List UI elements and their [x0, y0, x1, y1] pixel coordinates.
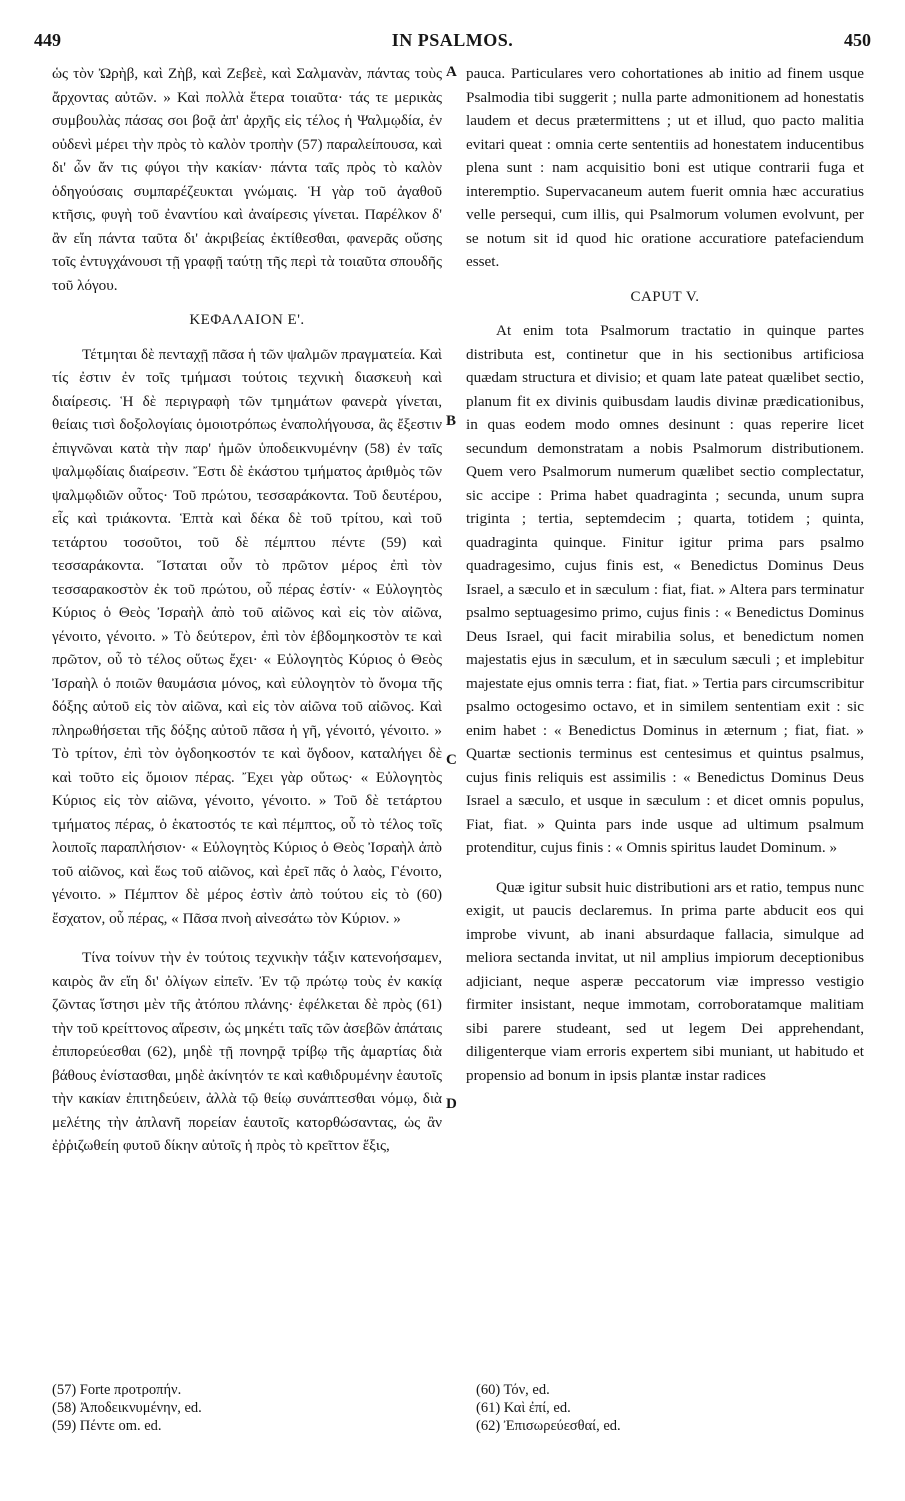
greek-column — [52, 62, 442, 1158]
running-title: IN PSALMOS. — [391, 30, 514, 50]
page-header — [30, 30, 875, 54]
greek-chapter-heading: ΚΕΦΑΛΑΙΟΝ Ε'. — [189, 312, 305, 328]
footnote: (61) Καὶ ἐπί, ed. — [476, 1400, 571, 1416]
footnote: (58) Ἀποδεικνυμένην, ed. — [52, 1400, 202, 1416]
margin-letter-c: C — [446, 752, 457, 768]
left-page-number: 449 — [34, 30, 61, 50]
footnote: (60) Τόν, ed. — [476, 1382, 550, 1398]
greek-paragraph-2: Τίνα τοίνυν τὴν ἐν τούτοις τεχνικὴν τάξιν κατενοήσαμεν, καιρὸς ἂν εἴη δι' ὀλίγων εἰπεῖν. Ἐν τῷ πρώτῳ τοὺς ἐν κακίᾳ ζῶντας ἵστησι μὲν τῆς ἀτόπου πλάνης· ἐφέλκεται δὲ πρὸς (61) τὴν τοῦ κρείττονος αἵρεσιν, ὡς μηκέτι ταῖς τῶν ἀσεβῶν ἀπάταις ἐπιπορεύεσθαι (62), μηδὲ τῇ πονηρᾷ τρίβῳ τῆς ἁμαρτίας διὰ βάθους ἐνίστασθαι, μηδὲ ἀκίνητόν τε καὶ καθιδρυμένην ἑαυτοῖς τὴν κακίαν ἐπιτηδεύειν, ἀλλὰ τῷ θείῳ συνάπτεσθαι νόμῳ, διὰ μελέτης τὴν ἀπλανῆ πορείαν ἑαυτοῖς κατορθώσαντας, ὡς ἂν ἐῤῥιζωθείη φυτοῦ δίκην αὐτοῖς ἡ πρὸς τὸ κρεῖττον ἕξις, — [52, 949, 442, 1154]
right-page-number: 450 — [844, 30, 871, 50]
margin-letter-b: B — [446, 413, 457, 429]
greek-intro-paragraph: ὡς τὸν Ὠρὴβ, καὶ Ζὴβ, καὶ Ζεβεὲ, καὶ Σαλμανὰν, πάντας τοὺς ἄρχοντας αὐτῶν. » Καὶ πολλὰ ἕτερα τοιαῦτα· τάς τε μερικὰς συμβουλὰς πάσας σοι βοᾷ ἀπ' ἀρχῆς εἰς τέλος ἡ Ψαλμῳδία, ἐν οὐδενὶ μέρει τὴν πρὸς τὸ καλὸν τροπὴν (57) παραλείπουσα, καὶ δι' ὧν ἄν τις φύγοι τὴν κακίαν· πάντα ταῖς πρὸς τὸ καλὸν ὁδηγούσαις συμπαρέζευκται γνώμαις. Ἡ γὰρ τοῦ ἀγαθοῦ κτῆσις, φυγὴ τοῦ ἐναντίου καὶ ἀναίρεσις γίνεται. Παρέλκον δ' ἂν εἴη πάντα ταῦτα δι' ἀκριβείας ἐκτίθεσθαι, φανερᾶς οὔσης τοῖς ἐντυγχάνουσι τῇ γραφῇ ταύτῃ τῆς περὶ τὰ τοιαῦτα σπουδῆς τοῦ λόγου. — [52, 65, 442, 294]
footnote: (57) Forte προτροπήν. — [52, 1382, 182, 1398]
latin-chapter-heading: CAPUT V. — [630, 288, 700, 305]
footnotes-right — [476, 1381, 866, 1435]
latin-column — [466, 62, 864, 1087]
footnote: (59) Πέντε om. ed. — [52, 1418, 162, 1434]
margin-letter-d: D — [446, 1096, 457, 1112]
latin-paragraph-2: Quæ igitur subsit huic distributioni ars et ratio, tempus nunc exigit, ut paucis declaremus. In prima parte abducit eos qui improbe vivunt, ab inani absurdaque fallacia, simulque ad meliora sectanda invitat, ut nil amplius impiorum deceptionibus adjiciant, neque asperæ peccatorum viæ impresso vestigio firmiter insistant, neque immotam, corroboratamque malitiam sibi parere studeant, sed ut legem Dei apprehendant, diligenterque viam erroris expertem sibi muniant, ut habitudo et propensio ad bonum in ipsis plantæ instar radices — [466, 878, 864, 1084]
margin-letter-a: A — [446, 64, 457, 80]
latin-paragraph-1: At enim tota Psalmorum tractatio in quinque partes distributa est, continetur que in his sectionibus artificiosa quædam structura et divisio; et quam late pateat quælibet sectio, planum fit ex divinis quibusdam laudis divinæ prædicationibus, in quas eodem modo omnes desinunt : quas reperire licet secundum demonstratam a nobis Psalmorum distributionem. Quem vero Psalmorum numerum quælibet sectio complectatur, sic accipe : Prima habet quadraginta ; secunda, unum supra triginta ; tertia, septemdecim ; quarta, totidem ; quinta, quadraginta quinque. Finitur igitur prima pars psalmo quadragesimo, cujus finis est, « Benedictus Dominus Deus Israel, a sæculo et in sæculum : fiat, fiat. » Altera pars terminatur psalmo septuagesimo primo, cujus finis : « Benedictus Dominus Deus Israel, qui facit mirabilia solus, et benedictum nomen majestatis ejus in sæculum, et in sæculum sæculi ; et implebitur majestate ejus omnis terra : fiat, fiat. » Tertia pars circumscribitur psalmo octogesimo octavo, et in similem sententiam exit : sic enim habet : « Benedictus Dominus in æternum ; fiat, fiat. » Quartæ sectionis terminus est centesimus et quintus psalmus, cujus finis reliquis est assimilis : « Benedictus Dominus Deus Israel a sæculo, et usque in sæculum : et dicet omnis populus, Fiat, fiat. » Quinta pars inde usque ad ultimum psalmum protenditur, cujus finis : « Omnis spiritus laudet Dominum. » — [466, 322, 864, 856]
latin-intro-paragraph: pauca. Particulares vero cohortationes ab initio ad finem usque Psalmodia tibi suggerit ; nulla parte admonitionem ad honestatis laudem et decus prætermittens ; ut et illud, quo pacto malitia evitari queat : omnia certe sententiis ad honestatem inducentibus plena sunt : nam acquisitio boni est utique contrarii fuga et interemptio. Supervacaneum autem fuerit omnia hæc accuratius velle persequi, cum illis, qui Psalmorum volumen evolvunt, per se notum sit id quod hic oratione accuratiore patefaciendum esset. — [466, 65, 864, 270]
greek-paragraph-1: Τέτμηται δὲ πενταχῇ πᾶσα ἡ τῶν ψαλμῶν πραγματεία. Καὶ τίς ἐστιν ἐν τοῖς τμήμασι τούτοις τεχνικὴ διασκευὴ καὶ διαίρεσις. Ἡ δὲ περιγραφὴ τῶν τμημάτων φανερὰ γίνεται, θείαις τισὶ δοξολογίαις ὁμοιοτρόπως ἐναπολήγουσα, ἃς ἔξεστιν ἐπιγνῶναι κατὰ τὴν παρ' ἡμῶν ὑποδεικνυμένην (58) ἐν ταῖς ψαλμῳδίαις διαίρεσιν. Ἔστι δὲ ἑκάστου τμήματος ἀριθμὸς τῶν ψαλμῳδιῶν οὗτος· Τοῦ πρώτου, τεσσαράκοντα. Τοῦ δευτέρου, εἷς καὶ τριάκοντα. Ἑπτὰ καὶ δέκα δὲ τοῦ τρίτου, καὶ τοῦ τετάρτου τοσοῦτοι, τοῦ δὲ πέμπτου πέντε (59) καὶ τεσσαράκοντα. Ἵσταται οὖν τὸ πρῶτον μέρος ἐπὶ τὸν τεσσαρακοστὸν ἐκ τοῦ πρώτου, οὗ πέρας ἐστίν· « Εὐλογητὸς Κύριος ὁ Θεὸς Ἰσραὴλ ἀπὸ τοῦ αἰῶνος καὶ εἰς τὸν αἰῶνα, γένοιτο, γένοιτο. » Τὸ δεύτερον, ἐπὶ τὸν ἑβδομηκοστὸν τε καὶ πρῶτον, οὗ τὸ τέλος οὕτως ἔχει· « Εὐλογητὸς Κύριος ὁ Θεὸς Ἰσραὴλ ὁ ποιῶν θαυμάσια μόνος, καὶ εὐλογητὸν τὸ ὄνομα τῆς δόξης αὐτοῦ εἰς τὸν αἰῶνα, καὶ εἰς τὸν αἰῶνα τοῦ αἰῶνος. Καὶ πληρωθήσεται τῆς δόξης αὐτοῦ πᾶσα ἡ γῆ, γένοιτό, γένοιτο. » Τὸ τρίτον, ἐπὶ τὸν ὀγδοηκοστόν τε καὶ ὄγδοον, καταλήγει δὲ καὶ τοῦτο εἰς ὅμοιον πέρας. Ἔχει γὰρ οὕτως· « Εὐλογητὸς Κύριος εἰς τὸν αἰῶνα, γένοιτο, γένοιτο. » Τοῦ δὲ τετάρτου τμήματος πέρας, ὁ ἑκατοστός τε καὶ πέμπτος, οὗ τὸ τέλος τοῖς λοιποῖς παραπλήσιον· « Εὐλογητὸς Κύριος ὁ Θεὸς Ἰσραὴλ ἀπὸ τοῦ αἰῶνος, καὶ ἕως τοῦ αἰῶνος, καὶ ἐρεῖ πᾶς ὁ λαὸς, Γένοιτο, γένοιτο. » Πέμπτον δὲ μέρος ἐστὶν ἀπὸ τούτου εἰς τὸ (60) ἔσχατον, οὗ πέρας, « Πᾶσα πνοὴ αἰνεσάτω τὸν Κύριον. » — [52, 345, 442, 927]
footnotes-left — [52, 1381, 442, 1435]
footnote: (62) Ἐπισωρεύεσθαί, ed. — [476, 1418, 621, 1434]
